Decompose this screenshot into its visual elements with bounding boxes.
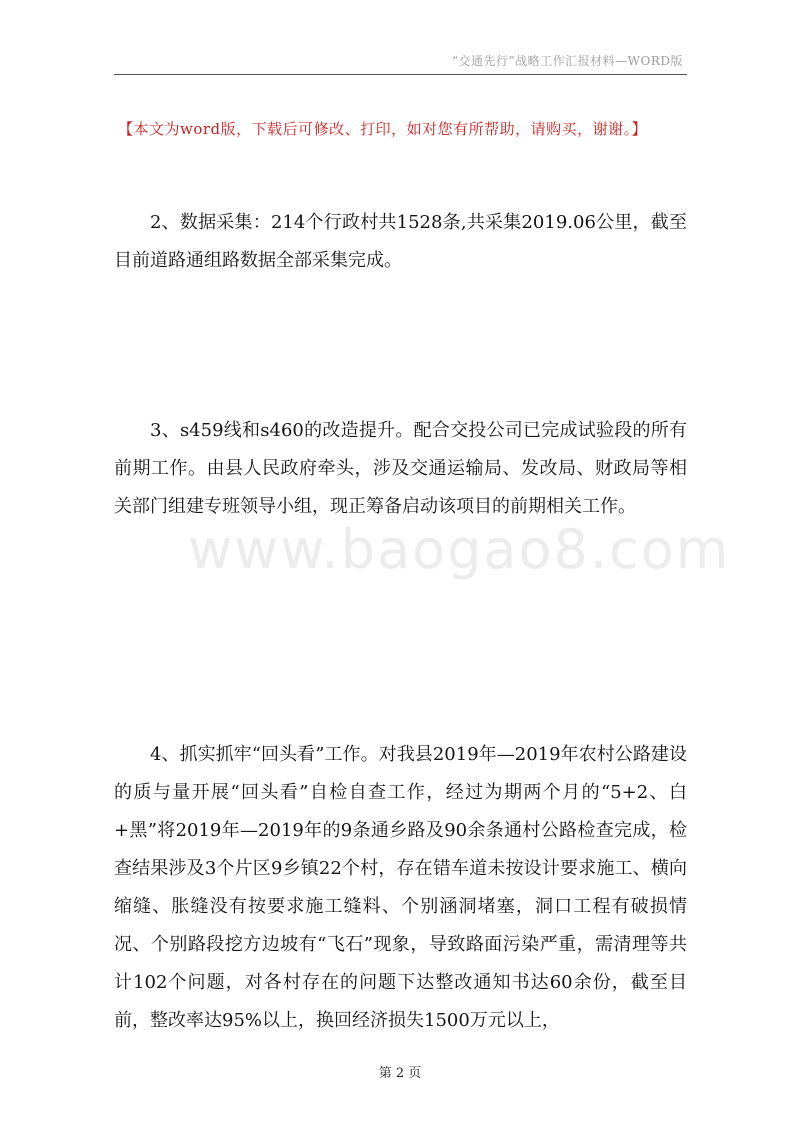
header-title: “交通先行”战略工作汇报材料—WORD版 [451,54,683,68]
paragraph-road-upgrade [114,412,687,526]
page-number: 第 2 页 [378,1066,422,1081]
header-divider [114,74,687,75]
paragraph-data-collection [114,204,687,280]
watermark: www.baogao8.com [188,518,731,581]
paragraph-text: 2、数据采集：214个行政村共1528条,共采集2019.06公里，截至目前道路通组路数据全部采集完成。 [114,212,687,271]
download-notice: 【本文为word版，下载后可修改、打印，如对您有所帮助，请购买，谢谢。】 [118,120,648,138]
paragraph-review-work [114,736,687,1040]
paragraph-text: 4、抓实抓牢“回头看”工作。对我县2019年—2019年农村公路建设的质与量开展“回头看”自检自查工作，经过为期两个月的“5+2、白+黑”将2019年—2019年的9条通乡路及90余条通村公路检查完成，检查结果涉及3个片区9乡镇22个村，存在错车道未按设计要求施工、横向缩缝、胀缝没有按要求施工缝料、个别涵洞堵塞，洞口工程有破损情况、个别路段挖方边坡有“飞石”现象，导致路面污染严重，需清理等共计102个问题，对各村存在的问题下达整改通知书达60余份，截至目前，整改率达95%以上，换回经济损失1500万元以上， [114,744,687,1031]
paragraph-text: 3、s459线和s460的改造提升。配合交投公司已完成试验段的所有前期工作。由县人民政府牵头，涉及交通运输局、发改局、财政局等相关部门组建专班领导小组，现正筹备启动该项目的前期相关工作。 [114,420,687,517]
